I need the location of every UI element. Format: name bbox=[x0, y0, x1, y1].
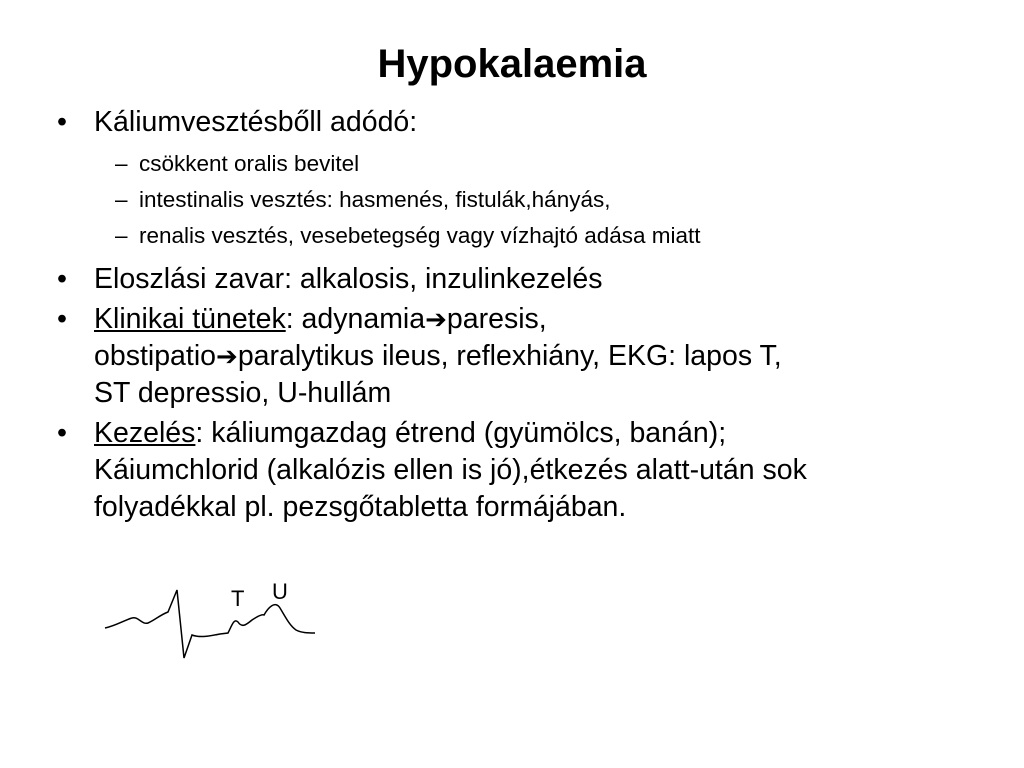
bullet-item-1 bbox=[57, 104, 977, 141]
ecg-waveform bbox=[100, 570, 330, 670]
dash-marker: – bbox=[115, 187, 128, 212]
bullet-marker: • bbox=[57, 106, 67, 138]
slide-title: Hypokalaemia bbox=[377, 42, 647, 86]
bullet-text: paralytikus ileus, reflexhiány, EKG: lapos T, bbox=[237, 340, 782, 372]
sub-item-text: intestinalis vesztés: hasmenés, fistulák,hányás, bbox=[139, 187, 611, 212]
bullet-marker: • bbox=[57, 417, 67, 449]
bullet-text: obstipatio bbox=[94, 340, 217, 372]
bullet-text: Káliumvesztésbőll adódó: bbox=[94, 106, 418, 138]
arrow-right-icon: ➔ bbox=[425, 304, 447, 334]
bullet-marker: • bbox=[57, 263, 67, 295]
bullet-text: ST depressio, U-hullám bbox=[94, 377, 392, 409]
sub-item-text: csökkent oralis bevitel bbox=[139, 151, 360, 176]
clinical-signs-label: Klinikai tünetek bbox=[94, 303, 286, 335]
sub-item-text: renalis vesztés, vesebetegség vagy vízhajtó adása miatt bbox=[139, 223, 701, 248]
sub-item-1 bbox=[57, 150, 977, 177]
bullet-text: folyadékkal pl. pezsgőtabletta formájában. bbox=[94, 491, 627, 523]
treatment-label: Kezelés bbox=[94, 417, 196, 449]
ecg-label-t: T bbox=[231, 586, 245, 611]
bullet-item-3 bbox=[57, 301, 977, 412]
bullet-marker: • bbox=[57, 303, 67, 335]
ecg-label-u: U bbox=[272, 579, 288, 604]
bullet-text: Eloszlási zavar: alkalosis, inzulinkezelés bbox=[94, 263, 603, 295]
bullet-text: Káiumchlorid (alkalózis ellen is jó),étkezés alatt-után sok bbox=[94, 454, 807, 486]
dash-marker: – bbox=[115, 151, 128, 176]
bullet-item-4 bbox=[57, 415, 977, 526]
bullet-text: : adynamia bbox=[285, 303, 426, 335]
sub-item-3 bbox=[57, 222, 977, 249]
dash-marker: – bbox=[115, 223, 128, 248]
bullet-text: paresis, bbox=[446, 303, 547, 335]
bullet-item-2 bbox=[57, 261, 977, 298]
slide-content bbox=[57, 104, 977, 526]
bullet-text: : káliumgazdag étrend (gyümölcs, banán); bbox=[195, 417, 727, 449]
arrow-right-icon: ➔ bbox=[216, 341, 238, 371]
sub-item-2 bbox=[57, 186, 977, 213]
